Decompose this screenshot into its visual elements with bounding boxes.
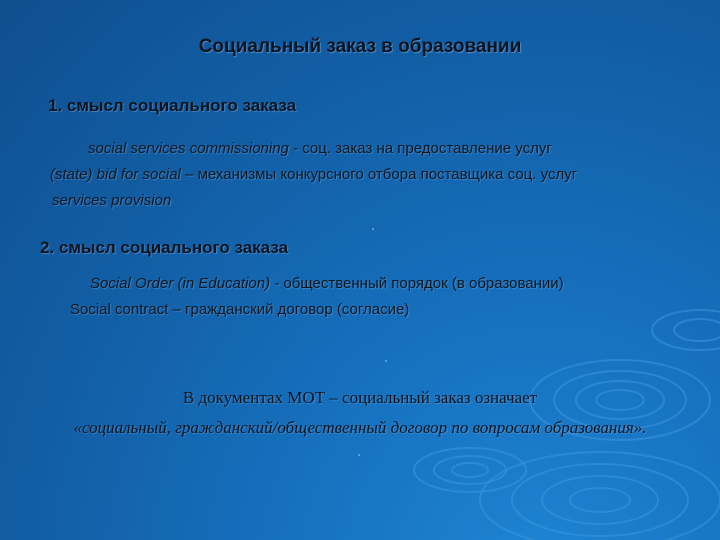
section1-row-3-en: services provision: [52, 192, 172, 209]
section2-row-2-ru: – гражданский договор (согласие): [172, 301, 410, 318]
section1-row-2: [50, 166, 577, 183]
section2-row-2: [70, 301, 409, 318]
small-dot: [385, 360, 387, 362]
section1-row-1: [88, 140, 552, 157]
section1-heading: 1. смысл социального заказа: [48, 96, 297, 115]
section2-heading: 2. смысл социального заказа: [40, 238, 289, 257]
section1-row-3: [52, 192, 171, 209]
section2-row-2-en: Social contract: [70, 301, 173, 318]
footer-line-2: [0, 418, 720, 438]
slide-title: Социальный заказ в образовании: [198, 36, 522, 57]
section2-row-1-en: Social Order (in Education) -: [90, 275, 284, 292]
footer-line-2-text: «социальный, гражданский/общественный договор по вопросам образования».: [73, 418, 647, 437]
section2-row-1: [90, 275, 564, 292]
section2-row-1-ru: общественный порядок (в образовании): [283, 275, 564, 292]
section1-row-1-ru: соц. заказ на предоставление услуг: [302, 140, 552, 157]
footer-line-1: В документах МОТ – социальный заказ означает: [182, 388, 538, 407]
small-dot: [358, 454, 360, 456]
section1-row-2-ru: – механизмы конкурсного отбора поставщика соц. услуг: [185, 166, 578, 183]
section1-row-2-en: (state) bid for social: [50, 166, 186, 183]
small-dot: [372, 228, 374, 230]
section1-row-1-en: social services commissioning -: [88, 140, 303, 157]
